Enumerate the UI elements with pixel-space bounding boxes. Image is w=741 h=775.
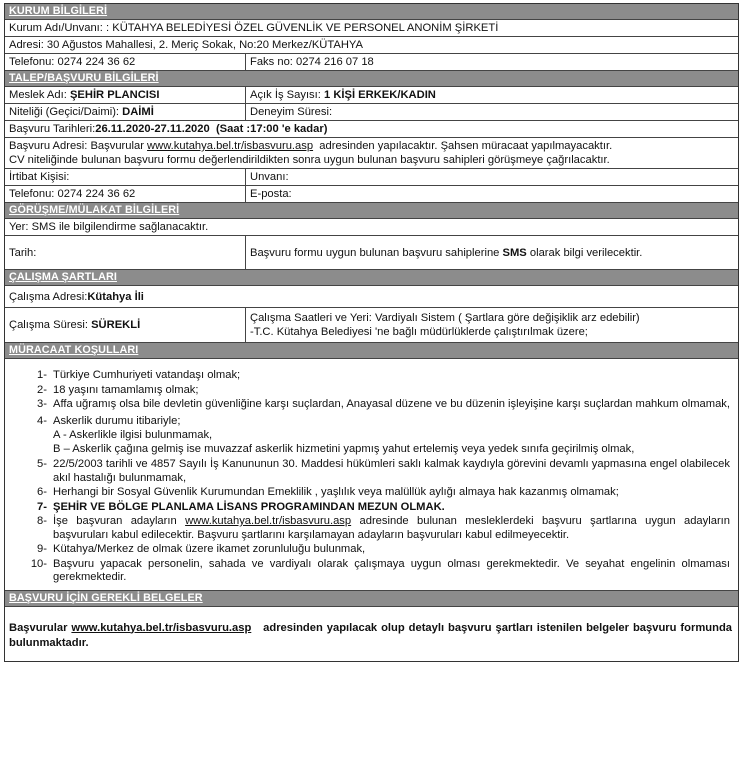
eposta-label: E-posta:	[250, 188, 292, 200]
section-title: GÖRÜŞME/MÜLAKAT BİLGİLERİ	[5, 203, 738, 218]
list-item: 7- ŞEHİR VE BÖLGE PLANLAMA LİSANS PROGRAMINDAN MEZUN OLMAK.	[37, 500, 445, 513]
basvuru-tarih-label: Başvuru Tarihleri:	[9, 123, 96, 135]
section-header-belgeler	[5, 590, 738, 606]
list-item: 5- 22/5/2003 tarihli ve 4857 Sayılı İş Kanununun 30. Maddesi hükümleri saklı kalmak kaydıyla görevini devamlı yapmasına engel olabilecek akıl hastalığı bulunmamak,	[37, 458, 730, 484]
muracaat-list	[5, 359, 738, 590]
calisma-sure-value: SÜREKLİ	[91, 319, 141, 331]
section-header-gorusme	[5, 202, 738, 218]
section-title: TALEP/BAŞVURU BİLGİLERİ	[5, 71, 738, 86]
kurum-telefon-row	[5, 53, 738, 70]
kurum-telefon: Telefonu: 0274 224 36 62	[5, 54, 246, 70]
list-item: 4- Askerlik durumu itibariyle;	[37, 414, 181, 427]
cv-text: CV niteliğinde bulunan başvuru formu değerlendirildikten sonra uygun bulunan başvuru sahipleri görüşmeye çağrılacaktır.	[9, 154, 610, 166]
gorusme-yer: Yer: SMS ile bilgilendirme sağlanacaktır.	[9, 221, 209, 233]
basvuru-tarih-value: 26.11.2020-27.11.2020	[95, 123, 210, 135]
gorusme-yer-row	[5, 218, 738, 235]
basvuru-adres-row	[5, 137, 738, 168]
section-header-calisma	[5, 269, 738, 285]
list-item: 9- Kütahya/Merkez de olmak üzere ikamet zorunluluğu bulunmak,	[37, 543, 366, 555]
basvuru-adres-post: adresinden yapılacaktır. Şahsen müracaat yapılmayacaktır.	[319, 140, 613, 152]
section-header-kurum	[5, 4, 738, 19]
list-item: 2- 18 yaşını tamamlamış olmak;	[37, 383, 199, 396]
section-title: KURUM BİLGİLERİ	[5, 4, 738, 19]
list-item: 10- Başvuru yapacak personelin, sahada ve vardiyalı olarak çalışmaya uygun olması gerekmektedir. Ve seyahat engelinin olmaması gerekmektedir.	[30, 557, 730, 583]
talep-telefon-row	[5, 185, 738, 202]
section-title: ÇALIŞMA ŞARTLARI	[5, 270, 738, 285]
belgeler-row	[5, 606, 738, 661]
belgeler-post: adresinden yapılacak olup detaylı başvuru şartları istenilen belgeler başvuru formunda bulunmaktadır.	[9, 621, 733, 649]
nitelik-row	[5, 103, 738, 120]
section-title: BAŞVURU İÇİN GEREKLİ BELGELER	[5, 591, 738, 606]
list-item: 6- Herhangi bir Sosyal Güvenlik Kurumundan Emeklilik , yaşlılık veya malüllük aylığı almaya hak kazanmış olmamak;	[37, 486, 619, 498]
section-title: MÜRACAAT KOŞULLARI	[5, 343, 738, 358]
askerlik-sub-b: B – Askerlik çağına gelmiş ise muvazzaf askerlik hizmetini yapmış yahut ertelemiş veya yedek sınıfa geçirilmiş olmak,	[53, 442, 635, 455]
calisma-adres-row	[5, 285, 738, 307]
section-header-muracaat	[5, 342, 738, 358]
acik-is-label: Açık İş Sayısı:	[250, 89, 321, 101]
job-posting-form	[4, 3, 739, 662]
gorusme-info-post: olarak bilgi verilecektir.	[529, 247, 643, 259]
talep-telefon: Telefonu: 0274 224 36 62	[5, 186, 246, 202]
calisma-saat-line1: Çalışma Saatleri ve Yeri: Vardiyalı Sistem ( Şartlara göre değişiklik arz edebilir)	[250, 312, 640, 324]
nitelik-value: DAİMİ	[122, 106, 154, 118]
deneyim-label: Deneyim Süresi:	[250, 106, 333, 118]
list-item: 1- Türkiye Cumhuriyeti vatandaşı olmak;	[37, 369, 241, 381]
belgeler-link[interactable]: www.kutahya.bel.tr/isbasvuru.asp	[71, 621, 252, 634]
basvuru-saat-value: (Saat :17:00 'e kadar)	[215, 123, 328, 135]
kurum-adres-row	[5, 36, 738, 53]
nitelik-label: Niteliği (Geçici/Daimi):	[9, 106, 120, 118]
kurum-adres: Adresi: 30 Ağustos Mahallesi, 2. Meriç Sokak, No:20 Merkez/KÜTAHYA	[9, 39, 363, 51]
calisma-adres-value: Kütahya İli	[87, 291, 144, 303]
gorusme-tarih-label: Tarih:	[5, 236, 246, 269]
muracaat-list-row	[5, 358, 738, 590]
kurum-adi-label: Kurum Adı/Unvanı: :	[9, 22, 110, 34]
gorusme-info-bold: SMS	[502, 247, 527, 259]
meslek-value: ŞEHİR PLANCISI	[69, 89, 160, 101]
section-header-talep	[5, 70, 738, 86]
list-item: 8- İşe başvuran adayların www.kutahya.bel.tr/isbasvuru.asp adresinde bulunan mesleklerdeki başvuru şartlarına uygun adayların başvuruları kabul edilecektir. Başvuru şartlarını karşılamayan adayların başvuruları kabul edilmeyecektir.	[37, 515, 731, 541]
calisma-sure-row	[5, 307, 738, 342]
list-item: 3- Affa uğramış olsa bile devletin güvenliğine karşı suçlardan, Anayasal düzene ve bu düzenin işleyişine karşı suçlardan mahkum olmamak,	[37, 398, 731, 410]
irtibat-label: İrtibat Kişisi:	[5, 169, 246, 185]
basvuru-link[interactable]: www.kutahya.bel.tr/isbasvuru.asp	[147, 140, 314, 152]
calisma-adres-label: Çalışma Adresi:	[9, 291, 88, 303]
unvan-label: Unvanı:	[250, 171, 289, 183]
basvuru-adres-pre: Başvuru Adresi: Başvurular	[9, 140, 144, 152]
belgeler-pre: Başvurular	[9, 621, 68, 634]
meslek-row	[5, 86, 738, 103]
acik-is-value: 1 KİŞİ ERKEK/KADIN	[323, 89, 436, 101]
tarih-row	[5, 120, 738, 137]
gorusme-tarih-row	[5, 235, 738, 269]
askerlik-sub-a: A - Askerlikle ilgisi bulunmamak,	[53, 429, 213, 441]
kurum-faks: Faks no: 0274 216 07 18	[250, 56, 374, 68]
calisma-saat-line2: -T.C. Kütahya Belediyesi 'ne bağlı müdürlüklerde çalıştırılmak üzere;	[250, 326, 588, 338]
calisma-sure-label: Çalışma Süresi:	[9, 319, 88, 331]
gorusme-info-pre: Başvuru formu uygun bulunan başvuru sahiplerine	[250, 247, 500, 259]
kurum-adi-value: KÜTAHYA BELEDİYESİ ÖZEL GÜVENLİK VE PERSONEL ANONİM ŞİRKETİ	[112, 22, 499, 34]
muracaat-link[interactable]: www.kutahya.bel.tr/isbasvuru.asp	[185, 515, 352, 527]
meslek-label: Meslek Adı:	[9, 89, 67, 101]
kurum-adi-row	[5, 19, 738, 36]
irtibat-row	[5, 168, 738, 185]
